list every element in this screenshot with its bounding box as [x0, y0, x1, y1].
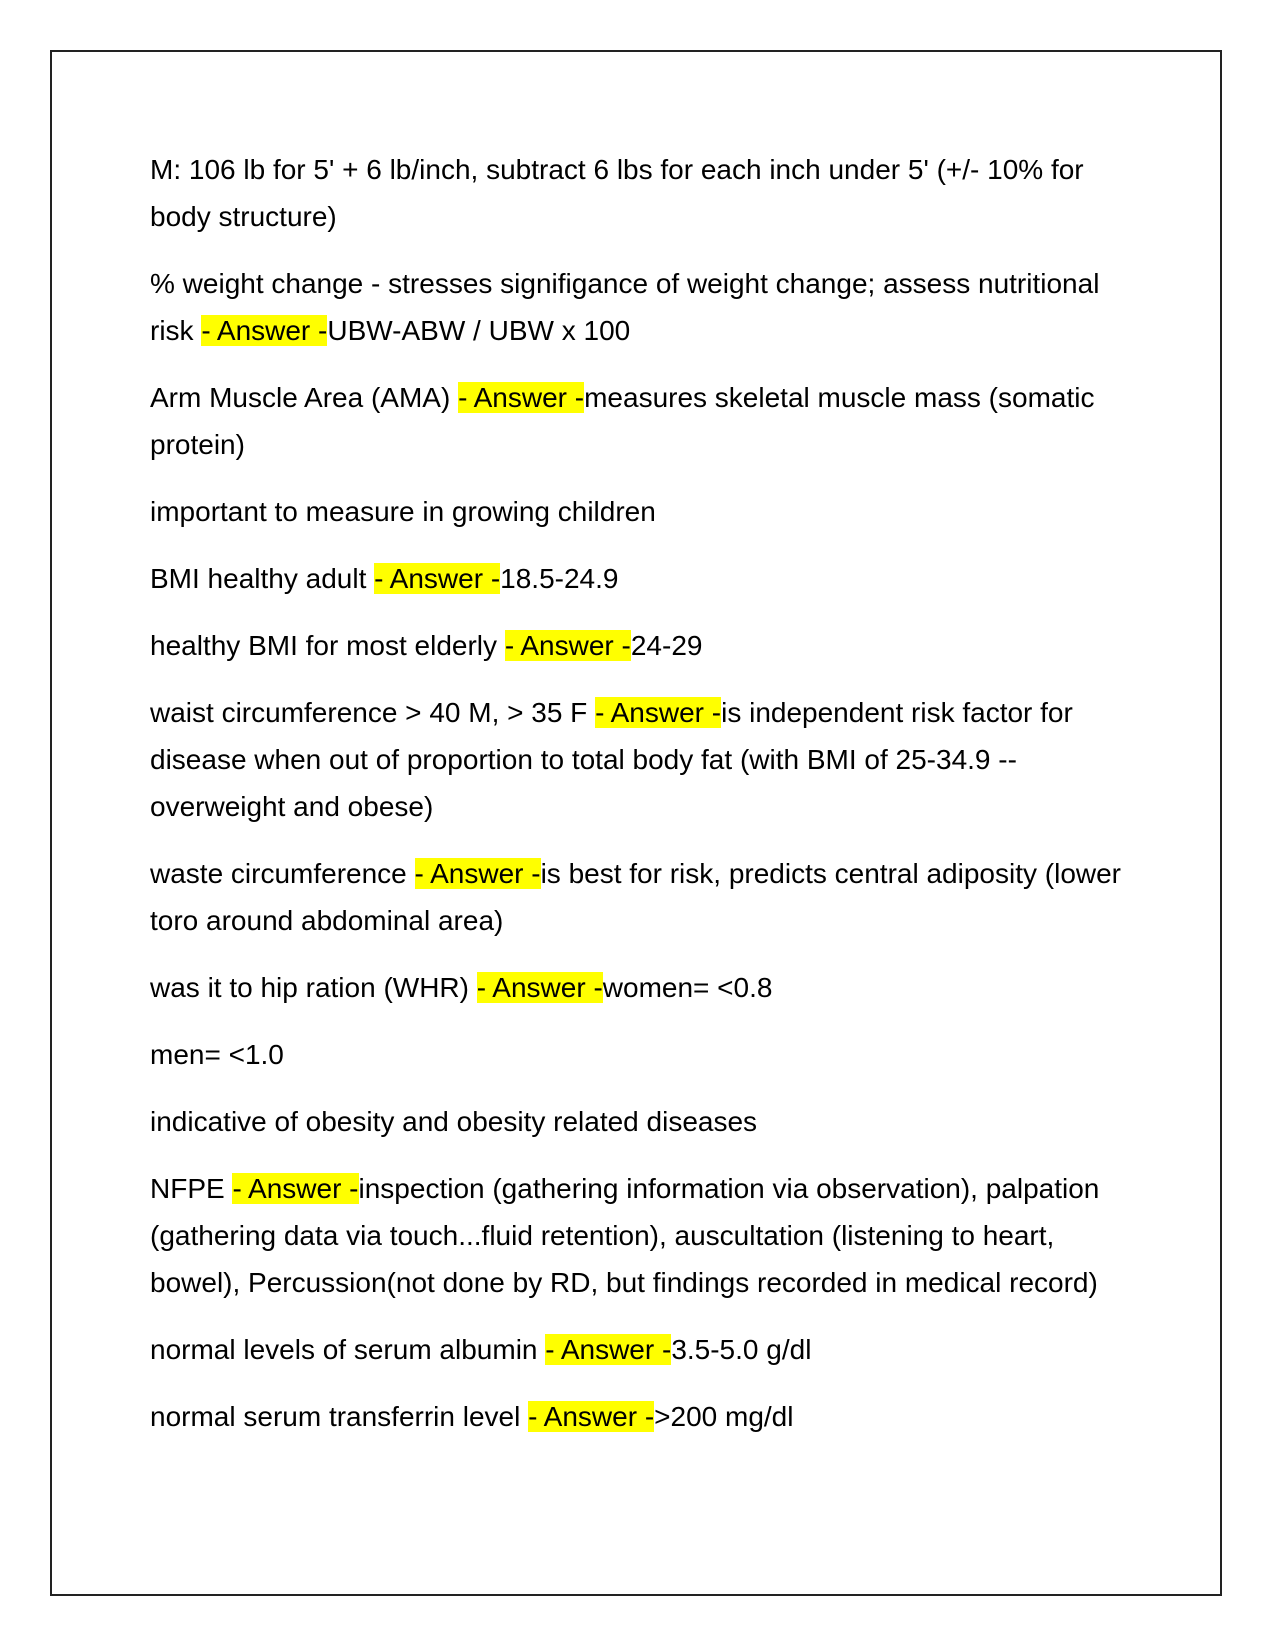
- entry-answer: 3.5-5.0 g/dl: [671, 1334, 812, 1365]
- entry-10: [150, 1098, 1130, 1145]
- entry-12: [150, 1326, 1130, 1373]
- entry-term: indicative of obesity and obesity related diseases: [150, 1106, 758, 1137]
- entry-7: [150, 850, 1130, 944]
- entry-term: men= <1.0: [150, 1039, 284, 1070]
- entry-term: BMI healthy adult: [150, 563, 375, 594]
- entry-5: [150, 622, 1130, 669]
- entry-term: normal serum transferrin level: [150, 1401, 529, 1432]
- entry-answer: >200 mg/dl: [654, 1401, 794, 1432]
- answer-marker: - Answer -: [504, 630, 631, 661]
- entry-answer: measures skeletal muscle mass (somatic protein): [150, 382, 1095, 460]
- entry-term: NFPE: [150, 1173, 233, 1204]
- answer-marker: - Answer -: [595, 697, 722, 728]
- entry-1: [150, 260, 1130, 354]
- entry-term: Arm Muscle Area (AMA): [150, 382, 459, 413]
- entry-term: M: 106 lb for 5' + 6 lb/inch, subtract 6 lbs for each inch under 5' (+/- 10% for body structure): [150, 154, 1084, 232]
- document-body: [150, 146, 1130, 1460]
- entry-3: [150, 488, 1130, 535]
- entry-answer: UBW-ABW / UBW x 100: [327, 315, 631, 346]
- entry-answer: is best for risk, predicts central adiposity (lower toro around abdominal area): [150, 858, 1122, 936]
- answer-marker: - Answer -: [414, 858, 541, 889]
- entry-answer: inspection (gathering information via observation), palpation (gathering data via touch...fluid retention), auscultation (listening to heart, bowel), Percussion(not done by RD, but findings recorded in medical record): [150, 1173, 1100, 1298]
- entry-answer: 24-29: [630, 630, 703, 661]
- answer-marker: - Answer -: [528, 1401, 655, 1432]
- entry-term: was it to hip ration (WHR): [150, 972, 477, 1003]
- entry-9: [150, 1031, 1130, 1078]
- answer-marker: - Answer -: [458, 382, 585, 413]
- entry-term: normal levels of serum albumin: [150, 1334, 546, 1365]
- entry-11: [150, 1165, 1130, 1306]
- entry-term: waste circumference: [150, 858, 415, 889]
- answer-marker: - Answer -: [374, 563, 501, 594]
- entry-4: [150, 555, 1130, 602]
- entry-13: [150, 1393, 1130, 1440]
- answer-marker: - Answer -: [476, 972, 603, 1003]
- entry-term: healthy BMI for most elderly: [150, 630, 505, 661]
- entry-0: [150, 146, 1130, 240]
- answer-marker: - Answer -: [545, 1334, 672, 1365]
- entry-term: waist circumference > 40 M, > 35 F: [150, 697, 596, 728]
- entry-term: important to measure in growing children: [150, 496, 656, 527]
- entry-term: % weight change - stresses signifigance of weight change; assess nutritional risk: [150, 268, 1100, 346]
- entry-2: [150, 374, 1130, 468]
- answer-marker: - Answer -: [232, 1173, 359, 1204]
- entry-answer: 18.5-24.9: [500, 563, 619, 594]
- entry-answer: is independent risk factor for disease when out of proportion to total body fat (with BMI of 25-34.9 -- overweight and obese): [150, 697, 1073, 822]
- entry-6: [150, 689, 1130, 830]
- entry-8: [150, 964, 1130, 1011]
- answer-marker: - Answer -: [201, 315, 328, 346]
- entry-answer: women= <0.8: [602, 972, 773, 1003]
